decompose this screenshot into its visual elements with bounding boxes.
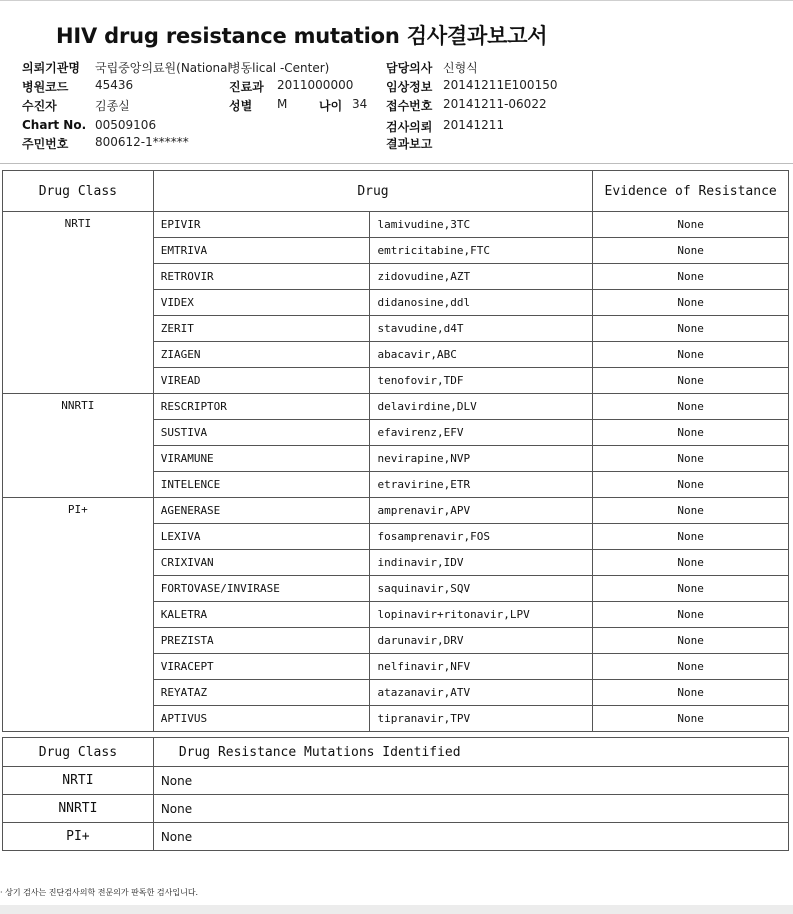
top-border xyxy=(0,0,793,1)
report-label: 결과보고 xyxy=(386,137,433,151)
doctor-value: 신형식 xyxy=(443,61,478,75)
mutation-class-cell: PI+ xyxy=(3,823,154,851)
brand-name-cell: APTIVUS xyxy=(153,706,370,732)
brand-name-cell: VIREAD xyxy=(153,368,370,394)
brand-name-cell: VIRAMUNE xyxy=(153,446,370,472)
clinical-value: 20141211E100150 xyxy=(443,78,558,92)
evidence-cell: None xyxy=(593,524,789,550)
brand-name-cell: KALETRA xyxy=(153,602,370,628)
evidence-cell: None xyxy=(593,602,789,628)
generic-name-cell: efavirenz,EFV xyxy=(370,420,593,446)
generic-name-cell: darunavir,DRV xyxy=(370,628,593,654)
sex-value: M xyxy=(277,97,288,111)
dept-label: 진료과 xyxy=(229,80,264,94)
institution-value: 국립중앙의료원(National xyxy=(95,61,231,75)
receipt-value: 20141211-06022 xyxy=(443,97,547,111)
evidence-cell: None xyxy=(593,238,789,264)
brand-name-cell: LEXIVA xyxy=(153,524,370,550)
age-label: 나이 xyxy=(319,99,343,113)
generic-name-cell: saquinavir,SQV xyxy=(370,576,593,602)
footnote: · 상기 검사는 진단검사의학 전문의가 판독한 검사입니다. xyxy=(0,888,199,897)
patient-label: 수진자 xyxy=(22,99,57,113)
generic-name-cell: zidovudine,AZT xyxy=(370,264,593,290)
generic-name-cell: atazanavir,ATV xyxy=(370,680,593,706)
generic-name-cell: didanosine,ddl xyxy=(370,290,593,316)
table-row xyxy=(3,795,789,823)
request-value: 20141211 xyxy=(443,118,505,132)
brand-name-cell: CRIXIVAN xyxy=(153,550,370,576)
generic-name-cell: delavirdine,DLV xyxy=(370,394,593,420)
evidence-cell: None xyxy=(593,472,789,498)
evidence-cell: None xyxy=(593,680,789,706)
brand-name-cell: FORTOVASE/INVIRASE xyxy=(153,576,370,602)
mutation-value-cell: None xyxy=(153,823,788,851)
brand-name-cell: PREZISTA xyxy=(153,628,370,654)
brand-name-cell: ZIAGEN xyxy=(153,342,370,368)
age-value: 34 xyxy=(352,97,368,111)
drug-class-cell: NRTI xyxy=(3,212,154,394)
receipt-label: 접수번호 xyxy=(386,99,433,113)
generic-name-cell: amprenavir,APV xyxy=(370,498,593,524)
brand-name-cell: EMTRIVA xyxy=(153,238,370,264)
table-row xyxy=(3,498,789,524)
header-mutations: Drug Resistance Mutations Identified xyxy=(153,738,788,767)
generic-name-cell: nevirapine,NVP xyxy=(370,446,593,472)
table-header-row xyxy=(3,738,789,767)
request-label: 검사의뢰 xyxy=(386,120,433,134)
institution-overlap-text: 병동lical -Center) xyxy=(229,61,330,75)
evidence-cell: None xyxy=(593,628,789,654)
brand-name-cell: AGENERASE xyxy=(153,498,370,524)
brand-name-cell: REYATAZ xyxy=(153,680,370,706)
evidence-cell: None xyxy=(593,420,789,446)
generic-name-cell: etravirine,ETR xyxy=(370,472,593,498)
evidence-cell: None xyxy=(593,576,789,602)
brand-name-cell: ZERIT xyxy=(153,316,370,342)
generic-name-cell: lamivudine,3TC xyxy=(370,212,593,238)
generic-name-cell: abacavir,ABC xyxy=(370,342,593,368)
dept-value: 2011000000 xyxy=(277,78,354,92)
clinical-label: 임상정보 xyxy=(386,80,433,94)
chart-no-value: 00509106 xyxy=(95,118,157,132)
doctor-label: 담당의사 xyxy=(386,61,433,75)
patient-value: 김종실 xyxy=(95,99,130,113)
evidence-cell: None xyxy=(593,212,789,238)
table-header-row xyxy=(3,171,789,212)
brand-name-cell: RETROVIR xyxy=(153,264,370,290)
evidence-cell: None xyxy=(593,264,789,290)
chart-no-label: Chart No. xyxy=(22,118,87,132)
generic-name-cell: lopinavir+ritonavir,LPV xyxy=(370,602,593,628)
generic-name-cell: emtricitabine,FTC xyxy=(370,238,593,264)
evidence-cell: None xyxy=(593,290,789,316)
evidence-cell: None xyxy=(593,368,789,394)
table-row xyxy=(3,767,789,795)
evidence-cell: None xyxy=(593,706,789,732)
generic-name-cell: stavudine,d4T xyxy=(370,316,593,342)
page-title: HIV drug resistance mutation 검사결과보고서 xyxy=(56,24,548,48)
brand-name-cell: EPIVIR xyxy=(153,212,370,238)
evidence-cell: None xyxy=(593,394,789,420)
drug-class-cell: NNRTI xyxy=(3,394,154,498)
header-drug: Drug xyxy=(153,171,593,212)
brand-name-cell: VIDEX xyxy=(153,290,370,316)
generic-name-cell: tipranavir,TPV xyxy=(370,706,593,732)
mutation-class-cell: NRTI xyxy=(3,767,154,795)
mutation-class-cell: NNRTI xyxy=(3,795,154,823)
brand-name-cell: RESCRIPTOR xyxy=(153,394,370,420)
drug-class-cell: PI+ xyxy=(3,498,154,732)
sex-label: 성별 xyxy=(229,99,253,113)
generic-name-cell: fosamprenavir,FOS xyxy=(370,524,593,550)
brand-name-cell: VIRACEPT xyxy=(153,654,370,680)
mutations-table xyxy=(2,737,789,851)
header-drug-class: Drug Class xyxy=(3,738,154,767)
header-drug-class: Drug Class xyxy=(3,171,154,212)
generic-name-cell: indinavir,IDV xyxy=(370,550,593,576)
evidence-cell: None xyxy=(593,342,789,368)
table-row xyxy=(3,823,789,851)
hospital-code-label: 병원코드 xyxy=(22,80,69,94)
resident-label: 주민번호 xyxy=(22,137,69,151)
mutation-value-cell: None xyxy=(153,795,788,823)
table-row xyxy=(3,212,789,238)
resident-value: 800612-1****** xyxy=(95,135,189,149)
header-divider xyxy=(0,163,793,164)
table-row xyxy=(3,394,789,420)
institution-label: 의뢰기관명 xyxy=(22,61,80,75)
evidence-cell: None xyxy=(593,654,789,680)
brand-name-cell: INTELENCE xyxy=(153,472,370,498)
hospital-code-value: 45436 xyxy=(95,78,134,92)
evidence-cell: None xyxy=(593,498,789,524)
evidence-cell: None xyxy=(593,316,789,342)
brand-name-cell: SUSTIVA xyxy=(153,420,370,446)
generic-name-cell: nelfinavir,NFV xyxy=(370,654,593,680)
header-evidence: Evidence of Resistance xyxy=(593,171,789,212)
evidence-cell: None xyxy=(593,550,789,576)
generic-name-cell: tenofovir,TDF xyxy=(370,368,593,394)
evidence-cell: None xyxy=(593,446,789,472)
drug-resistance-table xyxy=(2,170,789,732)
mutation-value-cell: None xyxy=(153,767,788,795)
